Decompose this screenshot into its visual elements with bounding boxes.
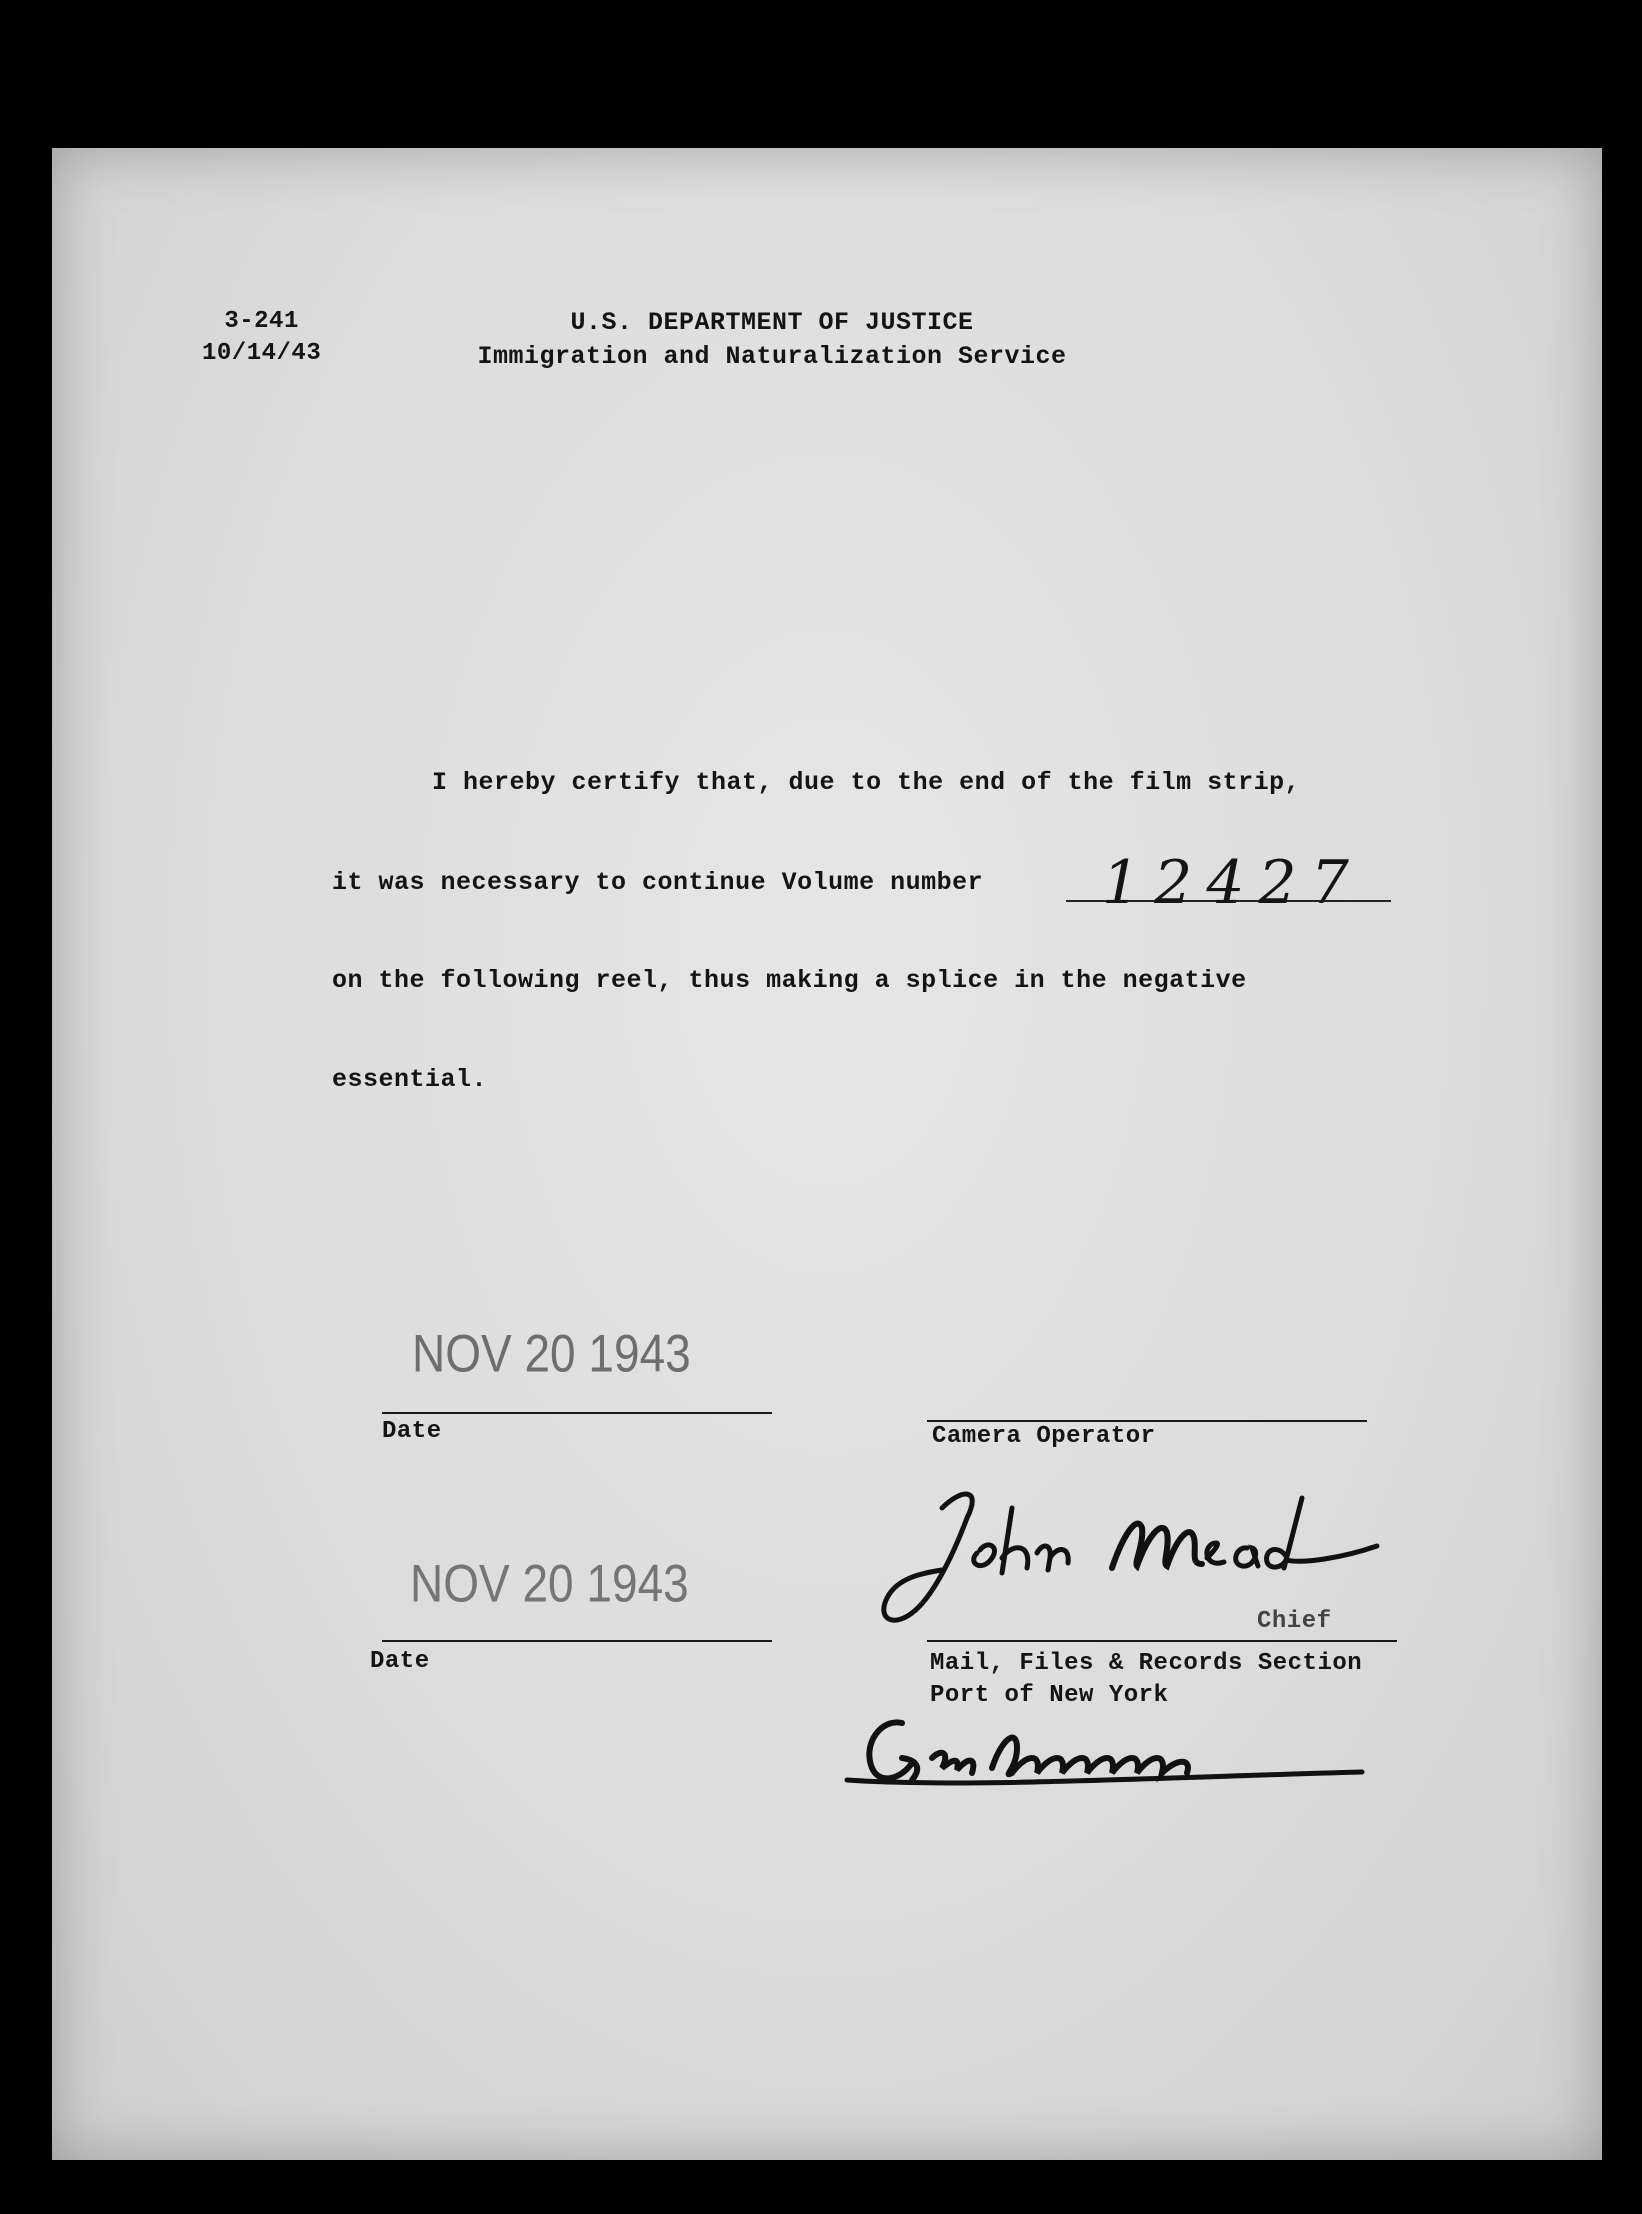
camera-operator-label: Camera Operator <box>932 1423 1156 1450</box>
certificate-line-1: I hereby certify that, due to the end of the film strip, <box>432 768 1301 797</box>
date-stamp-1: NOV 20 1943 <box>412 1323 691 1383</box>
date-label-2: Date <box>370 1648 430 1675</box>
chief-signature-line <box>927 1640 1397 1642</box>
document-page <box>52 148 1602 2160</box>
form-date: 10/14/43 <box>202 340 322 367</box>
camera-operator-signature-line <box>927 1420 1367 1422</box>
service-name: Immigration and Naturalization Service <box>477 342 1067 371</box>
certificate-line-2: it was necessary to continue Volume number <box>332 868 984 897</box>
form-number: 3-241 <box>224 308 299 335</box>
chief-signature <box>842 1698 1402 1818</box>
chief-label: Chief <box>1257 1608 1332 1635</box>
form-identifier <box>202 306 321 370</box>
agency-heading <box>372 306 1172 374</box>
department-name: U.S. DEPARTMENT OF JUSTICE <box>570 308 974 337</box>
date-label-1: Date <box>382 1418 442 1445</box>
date-line-1 <box>382 1412 772 1414</box>
port-label: Port of New York <box>930 1682 1169 1709</box>
volume-number-handwritten: 12427 <box>1102 848 1363 918</box>
records-section-label: Mail, Files & Records Section <box>930 1650 1363 1677</box>
date-stamp-2: NOV 20 1943 <box>410 1553 689 1613</box>
date-line-2 <box>382 1640 772 1642</box>
certificate-line-4: essential. <box>332 1065 488 1094</box>
certificate-line-3: on the following reel, thus making a splice in the negative <box>332 966 1247 995</box>
